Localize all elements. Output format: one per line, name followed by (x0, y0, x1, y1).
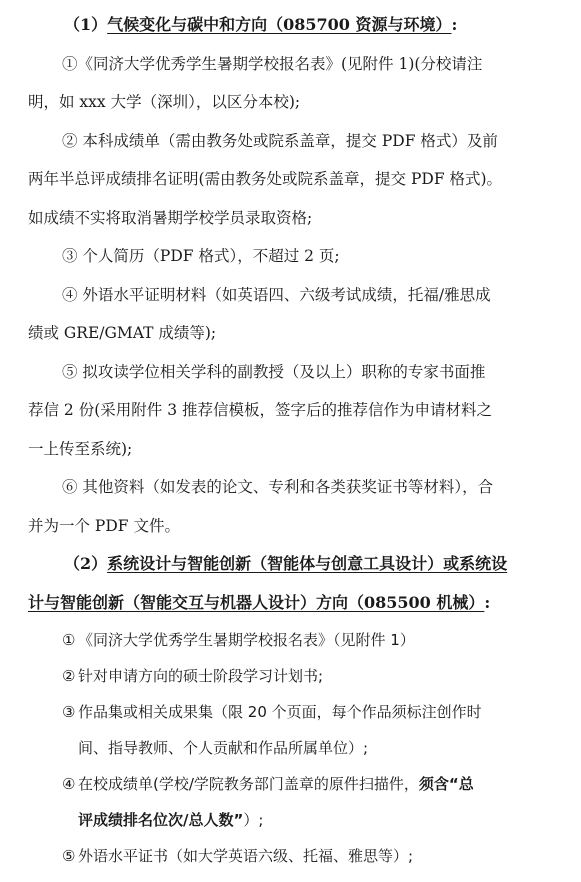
s2-item-4 (28, 766, 563, 802)
section2-heading-line2 (28, 584, 563, 623)
s2-item-1 (28, 622, 563, 658)
section2-heading-prefix: （2） (64, 554, 108, 573)
s1-line-4: 两年半总评成绩排名证明(需由教务处或院系盖章，提交 PDF 格式)。 (28, 170, 503, 188)
section2-heading-text-2: 计与智能创新（智能交互与机器人设计）方向（085500 机械） (28, 592, 485, 612)
section2-heading-suffix: : (484, 592, 491, 612)
section2-heading-line1 (28, 545, 563, 584)
s1-line-6: ③ 个人简历（PDF 格式），不超过 2 页; (62, 247, 340, 265)
s1-line-11: 一上传至系统); (28, 439, 133, 458)
s2-item-4-text: 在校成绩单(学校/学院教务部门盖章的原件扫描件， (78, 775, 419, 793)
s2-item-3-cont-text: 间、指导教师、个人贡献和作品所属单位）; (78, 739, 369, 757)
s2-item-2-text: 针对申请方向的硕士阶段学习计划书; (78, 667, 324, 685)
s2-item-2 (28, 658, 563, 694)
s2-item-2-num: ② (62, 667, 76, 685)
section1-heading (28, 6, 563, 45)
s2-item-1-text: 《同济大学优秀学生暑期学校报名表》（见附件 1） (78, 631, 415, 649)
s2-item-5-num: ⑤ (62, 847, 76, 865)
s1-line-10: 荐信 2 份(采用附件 3 推荐信模板，签字后的推荐信作为申请材料之 (28, 401, 492, 419)
s2-item-3-cont (28, 730, 563, 766)
s2-item-3-num: ③ (62, 703, 76, 721)
s2-item-4-num: ④ (62, 775, 76, 793)
s2-item-4-cont-bold: 评成绩排名位次/总人数” (78, 811, 244, 829)
section1-heading-suffix: : (451, 15, 458, 34)
s2-item-4-bold: 须含“总 (418, 775, 474, 793)
s2-item-5 (28, 838, 563, 874)
s1-line-13: 并为一个 PDF 文件。 (28, 516, 180, 535)
s2-item-3 (28, 694, 563, 730)
s1-line-12: ⑥ 其他资料（如发表的论文、专利和各类获奖证书等材料），合 (62, 478, 494, 496)
section2-heading-text-1: 系统设计与智能创新（智能体与创意工具设计）或系统设 (107, 554, 508, 573)
s1-line-2: 明，如 xxx 大学（深圳），以区分本校); (28, 93, 301, 111)
s2-item-3-text: 作品集或相关成果集（限 20 个页面，每个作品须标注创作时 (78, 703, 482, 721)
s1-line-9: ⑤ 拟攻读学位相关学科的副教授（及以上）职称的专家书面推 (62, 362, 486, 381)
s1-line-7: ④ 外语水平证明材料（如英语四、六级考试成绩，托福/雅思成 (62, 285, 491, 304)
s2-item-4-cont-tail: ）; (243, 811, 264, 829)
section1-heading-text: 气候变化与碳中和方向（085700 资源与环境） (107, 15, 452, 34)
s2-item-5-text: 外语水平证书（如大学英语六级、托福、雅思等）; (78, 847, 414, 865)
s1-line-8: 绩或 GRE/GMAT 成绩等); (28, 324, 217, 342)
s1-line-5: 如成绩不实将取消暑期学校学员录取资格; (28, 208, 313, 227)
s2-item-4-cont (28, 802, 563, 838)
s1-line-3: ② 本科成绩单（需由教务处或院系盖章，提交 PDF 格式）及前 (62, 131, 498, 150)
s1-line-1: ①《同济大学优秀学生暑期学校报名表》(见附件 1)(分校请注 (62, 54, 483, 73)
s2-item-1-num: ① (62, 631, 76, 649)
section1-heading-prefix: （1） (64, 15, 108, 34)
